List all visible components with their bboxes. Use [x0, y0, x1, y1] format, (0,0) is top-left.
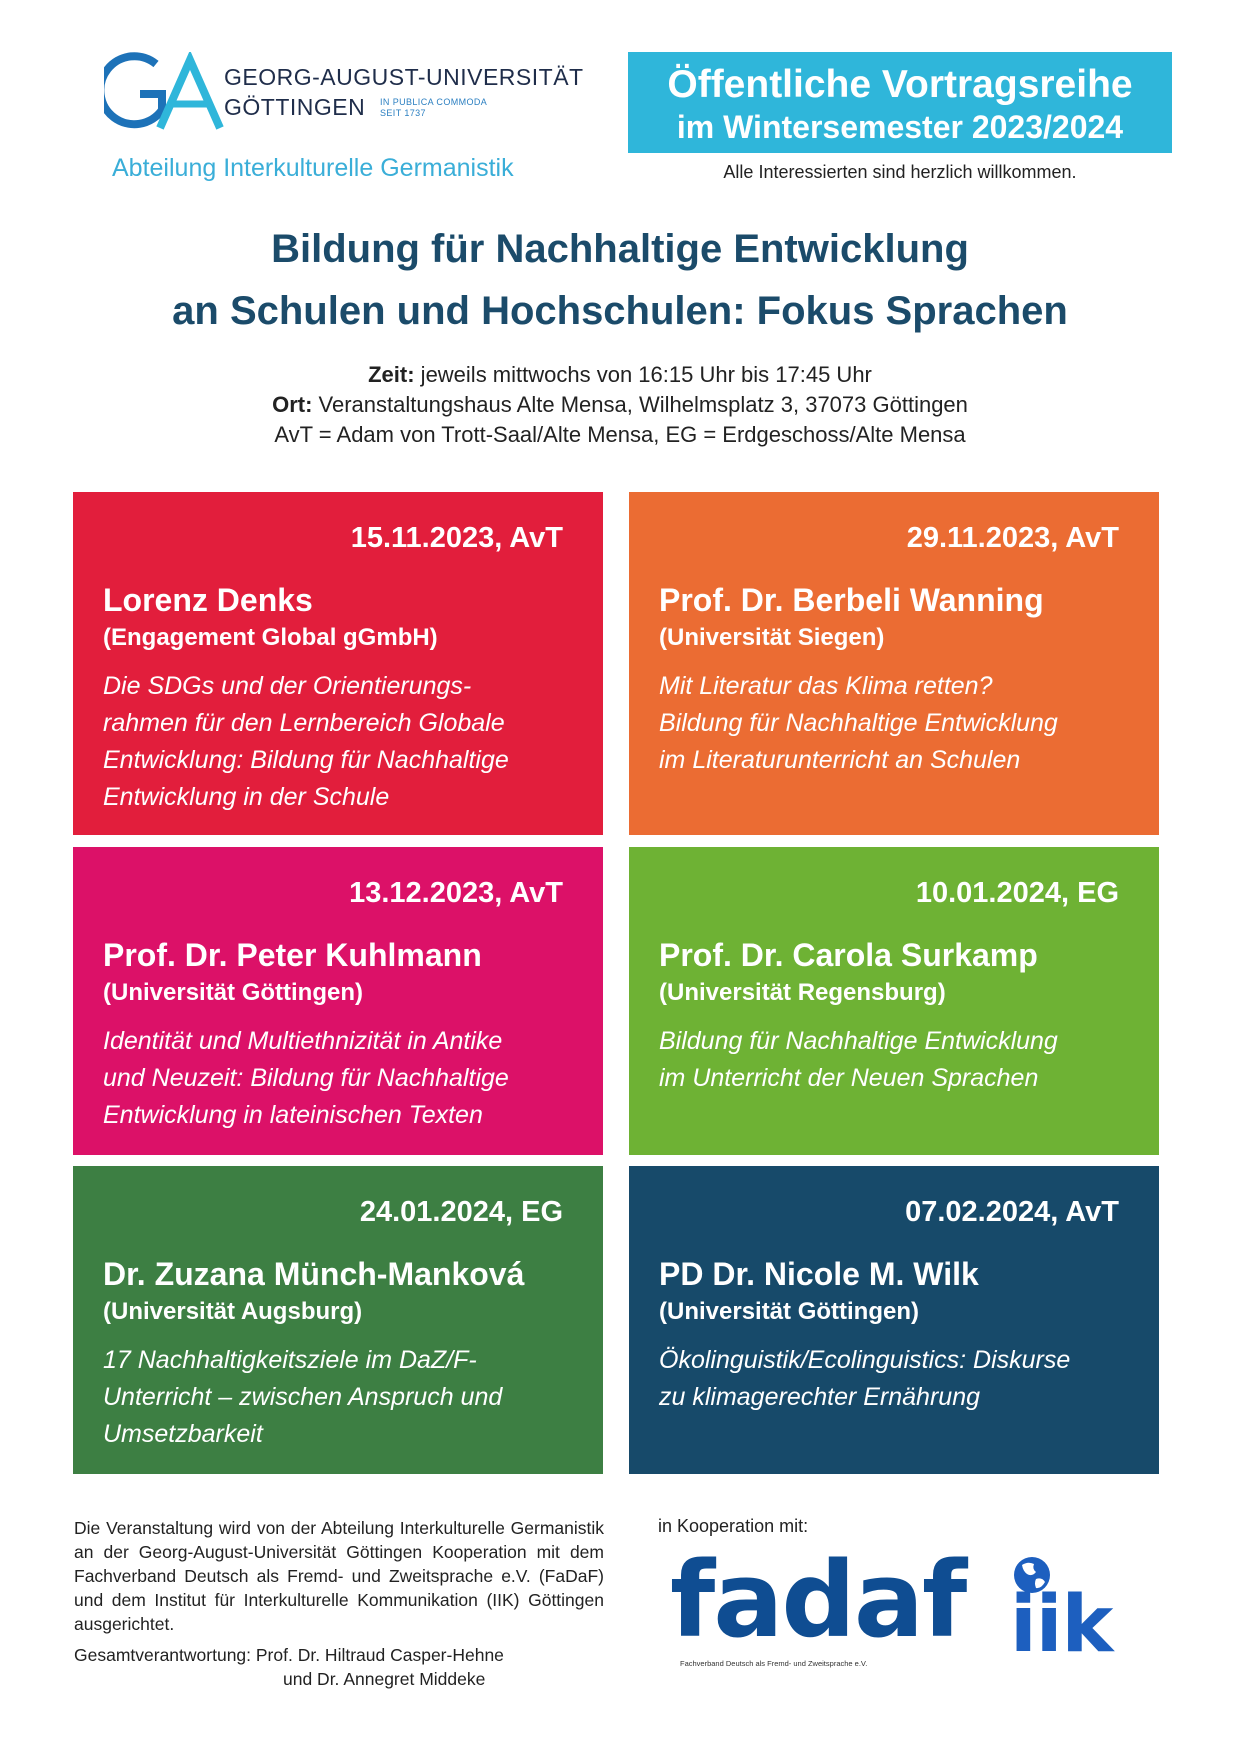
fadaf-wordmark: fadaf: [670, 1539, 966, 1661]
talk-card: [629, 847, 1159, 1155]
talk-title-line: Entwicklung in lateinischen Texten: [103, 1101, 483, 1129]
time-value: jeweils mittwochs von 16:15 Uhr bis 17:45 Uhr: [414, 362, 872, 387]
talk-affiliation: (Universität Augsburg): [103, 1298, 363, 1325]
talk-date: 13.12.2023, AvT: [349, 877, 563, 909]
room-legend: AvT = Adam von Trott-Saal/Alte Mensa, EG = Erdgeschoss/Alte Mensa: [274, 422, 966, 447]
talk-title-line: Umsetzbarkeit: [103, 1420, 263, 1448]
fadaf-logo: [670, 1539, 966, 1668]
talk-title-line: Mit Literatur das Klima retten?: [659, 672, 993, 700]
talk-title-line: zu klimagerechter Ernährung: [659, 1383, 980, 1411]
talk-affiliation: (Universität Regensburg): [659, 979, 946, 1006]
talk-speaker: PD Dr. Nicole M. Wilk: [659, 1256, 979, 1292]
place-value: Veranstaltungshaus Alte Mensa, Wilhelmsplatz 3, 37073 Göttingen: [312, 392, 968, 417]
place-info: [0, 390, 1240, 420]
talk-date: 24.01.2024, EG: [359, 1196, 563, 1228]
talk-speaker: Prof. Dr. Berbeli Wanning: [659, 582, 1044, 618]
talk-speaker: Lorenz Denks: [103, 582, 313, 618]
event-info: [0, 360, 1240, 450]
university-name: GEORG-AUGUST-UNIVERSITÄT: [224, 64, 584, 90]
fadaf-tagline: Fachverband Deutsch als Fremd- und Zweitsprache e.V.: [680, 1659, 868, 1668]
responsibility-line-2: und Dr. Annegret Middeke: [283, 1669, 486, 1689]
department-name: Abteilung Interkulturelle Germanistik: [112, 154, 514, 182]
title-line-2: an Schulen und Hochschulen: Fokus Sprachen: [172, 289, 1068, 333]
talk-date: 15.11.2023, AvT: [350, 522, 563, 554]
talk-affiliation: (Universität Göttingen): [103, 979, 364, 1006]
talk-title: [103, 1342, 583, 1453]
series-banner: [628, 52, 1172, 153]
talk-title-line: Identität und Multiethnizität in Antike: [103, 1027, 503, 1055]
talk-title: [103, 1023, 583, 1134]
responsibility-line-1: Gesamtverantwortung: Prof. Dr. Hiltraud Casper-Hehne: [74, 1645, 504, 1665]
talk-title: [659, 1023, 1139, 1097]
iik-wordmark: iik: [1010, 1580, 1113, 1670]
talk-date: 07.02.2024, AvT: [905, 1196, 1119, 1228]
talk-title-line: Ökolinguistik/Ecolinguistics: Diskurse: [659, 1346, 1071, 1374]
place-label: Ort:: [272, 392, 313, 417]
talk-title: [659, 1342, 1139, 1416]
talk-date: 29.11.2023, AvT: [906, 522, 1119, 554]
talk-affiliation: (Engagement Global gGmbH): [103, 624, 438, 651]
talk-title-line: Die SDGs und der Orientierungs-: [103, 672, 472, 700]
talk-card: [629, 1166, 1159, 1474]
motto-line-1: IN PUBLICA COMMODA: [380, 97, 488, 107]
time-label: Zeit:: [368, 362, 415, 387]
talk-card: [73, 1166, 603, 1474]
university-city: GÖTTINGEN: [224, 94, 366, 120]
welcome-text: Alle Interessierten sind herzlich willkommen.: [723, 162, 1077, 182]
talk-card: [73, 492, 603, 835]
page-title: [0, 218, 1240, 342]
talk-card: [629, 492, 1159, 835]
talk-title-line: rahmen für den Lernbereich Globale: [103, 709, 505, 737]
university-logo-icon: [104, 52, 224, 134]
university-motto: [380, 97, 487, 119]
talk-title: [659, 668, 1139, 779]
talk-speaker: Prof. Dr. Peter Kuhlmann: [103, 937, 482, 973]
talk-title-line: Entwicklung in der Schule: [103, 783, 390, 811]
series-title: Öffentliche Vortragsreihe: [667, 63, 1133, 106]
title-line-1: Bildung für Nachhaltige Entwicklung: [271, 227, 969, 271]
time-info: [0, 360, 1240, 390]
series-subtitle: im Wintersemester 2023/2024: [676, 109, 1124, 145]
talk-date: 10.01.2024, EG: [915, 877, 1119, 909]
talk-title-line: im Literaturunterricht an Schulen: [659, 746, 1021, 774]
talk-title-line: Entwicklung: Bildung für Nachhaltige: [103, 746, 509, 774]
talk-title: [103, 668, 583, 816]
responsibility-note: [74, 1643, 634, 1691]
talk-speaker: Prof. Dr. Carola Surkamp: [659, 937, 1038, 973]
iik-logo: [1010, 1555, 1120, 1670]
talk-title-line: und Neuzeit: Bildung für Nachhaltige: [103, 1064, 509, 1092]
footer-description: Die Veranstaltung wird von der Abteilung Interkulturelle Germanistik an der Georg-August-Universität Göttingen Kooperation mit dem Fachverband Deutsch als Fremd- und Zweitsprache e.V. (FaDaF) und dem Institut für Interkulturelle Kommunikation (IIK) Göttingen ausgerichtet.: [74, 1518, 604, 1634]
talk-affiliation: (Universität Göttingen): [659, 1298, 920, 1325]
talk-title-line: Unterricht – zwischen Anspruch und: [103, 1383, 503, 1411]
talk-card: [73, 847, 603, 1155]
talk-title-line: im Unterricht der Neuen Sprachen: [659, 1064, 1039, 1092]
talk-title-line: Bildung für Nachhaltige Entwicklung: [659, 1027, 1058, 1055]
talk-affiliation: (Universität Siegen): [659, 624, 885, 651]
cooperation-label: in Kooperation mit:: [658, 1516, 809, 1536]
talk-title-line: Bildung für Nachhaltige Entwicklung: [659, 709, 1058, 737]
talk-speaker: Dr. Zuzana Münch-Manková: [103, 1256, 525, 1292]
talk-title-line: 17 Nachhaltigkeitsziele im DaZ/F-: [103, 1346, 477, 1374]
motto-line-2: SEIT 1737: [380, 108, 426, 118]
